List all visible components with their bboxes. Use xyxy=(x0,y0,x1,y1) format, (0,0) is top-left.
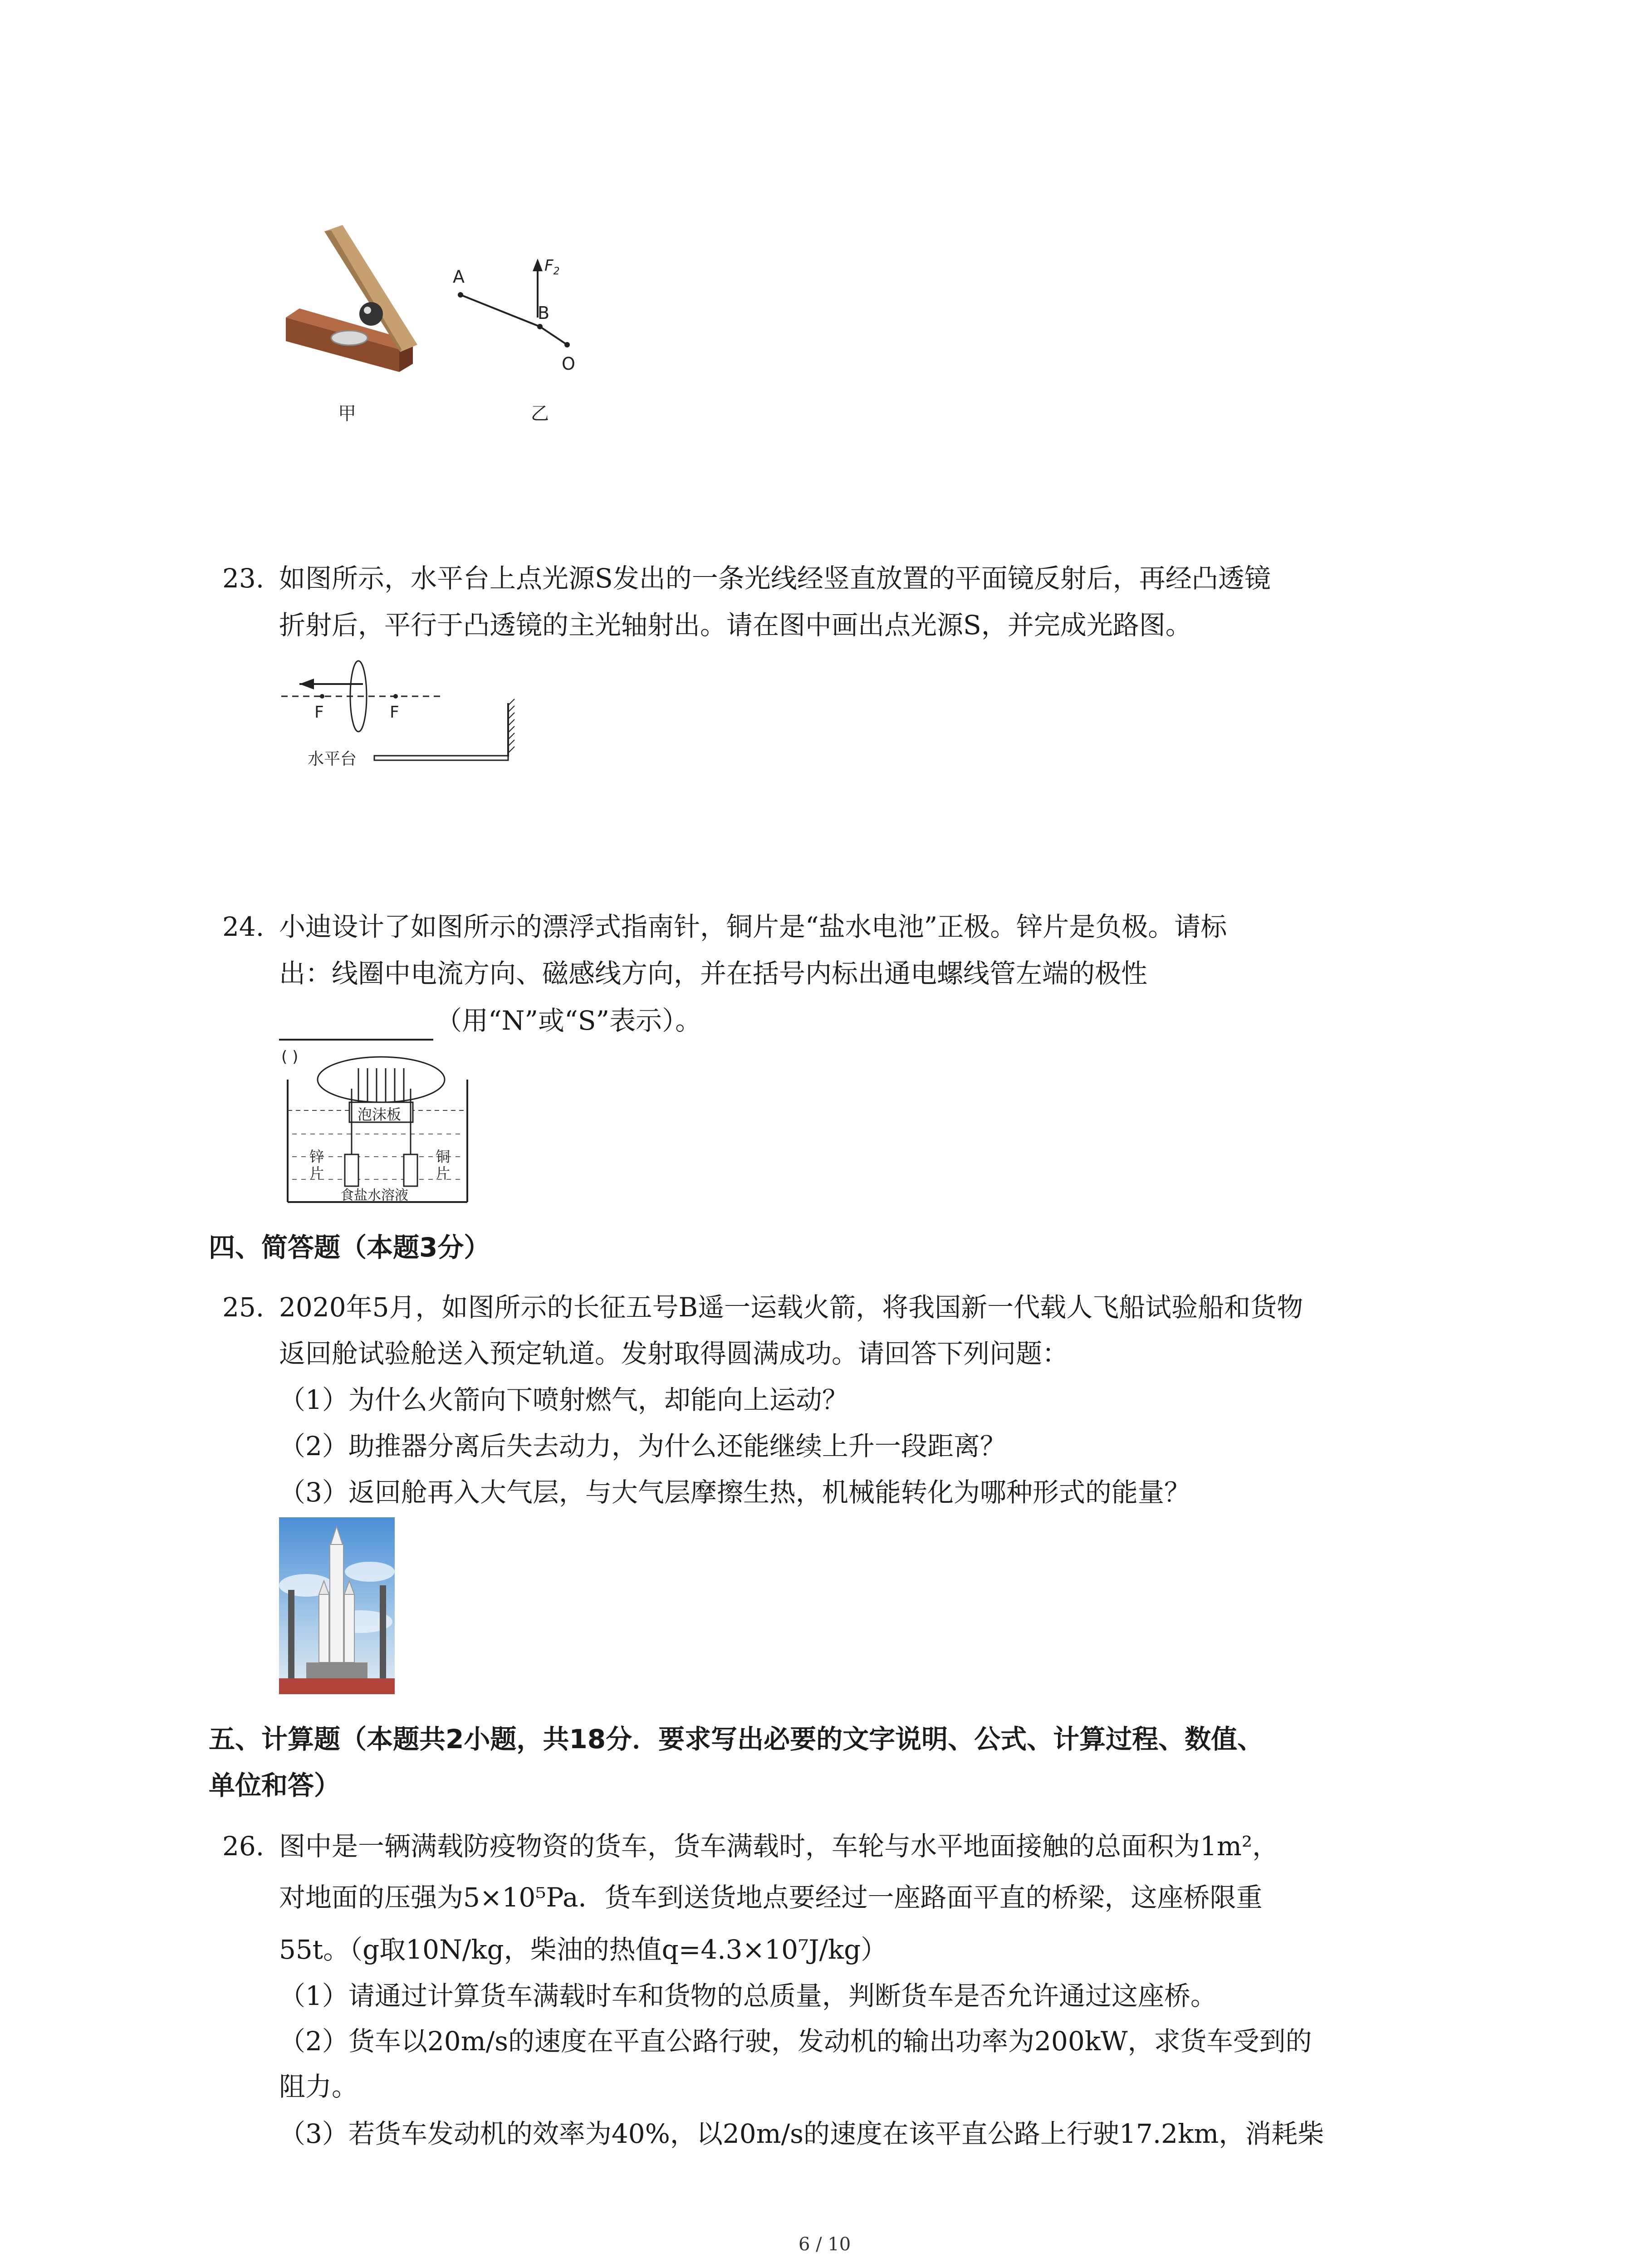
copper-label-1: 铜 xyxy=(436,1148,451,1165)
figure-23-lens-mirror xyxy=(272,658,526,780)
force-f-letter: F xyxy=(544,257,554,275)
question-25-line-2: 返回舱试验舱送入预定轨道。发射取得圆满成功。请回答下列问题： xyxy=(279,1338,1069,1369)
foam-board-label: 泡沫板 xyxy=(358,1106,402,1123)
question-25-sub-1: （1）为什么火箭向下喷射燃气，却能向上运动？ xyxy=(279,1384,848,1415)
question-25-sub-2: （2）助推器分离后失去动力，为什么还能继续上升一段距离？ xyxy=(279,1431,1006,1461)
question-26-line-3: 55t。（g取10N/kg，柴油的热值q=4.3×10⁷J/kg） xyxy=(279,1934,887,1965)
force-f2-label xyxy=(544,257,560,277)
question-26-sub-3: （3）若货车发动机的效率为40%，以20m/s的速度在该平直公路上行驶17.2km，消耗柴 xyxy=(279,2118,1324,2149)
question-25-sub-3: （3）返回舱再入大气层，与大气层摩擦生热，机械能转化为哪种形式的能量？ xyxy=(279,1477,1190,1508)
rocket-image xyxy=(279,1517,395,1694)
question-24-number: 24. xyxy=(222,911,265,942)
question-24-line-1: 小迪设计了如图所示的漂浮式指南针，铜片是“盐水电池”正极。锌片是负极。请标 xyxy=(279,911,1227,942)
question-25-number: 25. xyxy=(222,1292,265,1323)
pole-bracket[interactable]: ( ) xyxy=(281,1048,299,1066)
figure-24-compass xyxy=(281,1043,472,1207)
point-b-label: B xyxy=(538,303,550,323)
question-23-number: 23. xyxy=(222,563,265,594)
section-5-title-line-2: 单位和答） xyxy=(209,1770,341,1801)
question-24-line-3: （用“N”或“S”表示）。 xyxy=(436,1005,702,1036)
question-26-sub-1: （1）请通过计算货车满载时车和货物的总质量，判断货车是否允许通过这座桥。 xyxy=(279,1980,1217,2011)
question-23-line-2: 折射后，平行于凸透镜的主光轴射出。请在图中画出点光源S，并完成光路图。 xyxy=(279,610,1192,640)
question-26-sub-2b: 阻力。 xyxy=(279,2071,358,2102)
force-subscript: 2 xyxy=(553,265,560,277)
question-23-line-1: 如图所示，水平台上点光源S发出的一条光线经竖直放置的平面镜反射后，再经凸透镜 xyxy=(279,563,1271,594)
rocket-photo xyxy=(279,1517,395,1694)
page-number: 6 / 10 xyxy=(798,2234,851,2255)
focal-point-right-label: F xyxy=(390,703,399,722)
focal-point-left-label: F xyxy=(314,703,324,722)
point-o-label: O xyxy=(562,354,575,374)
question-26-line-2: 对地面的压强为5×10⁵Pa．货车到送货地点要经过一座路面平直的桥梁，这座桥限重 xyxy=(279,1882,1263,1913)
question-26-sub-2a: （2）货车以20m/s的速度在平直公路行驶，发动机的输出功率为200kW，求货车受到的 xyxy=(279,2026,1312,2057)
figure-caption-jia: 甲 xyxy=(338,403,356,424)
lever-force-diagram xyxy=(445,254,608,390)
question-26-number: 26. xyxy=(222,1831,265,1862)
question-26-line-1: 图中是一辆满载防疫物资的货车，货车满载时，车轮与水平地面接触的总面积为1m²， xyxy=(279,1831,1279,1862)
figure-caption-yi: 乙 xyxy=(531,403,549,424)
zinc-label-1: 锌 xyxy=(309,1148,324,1165)
lever-clamp-photo xyxy=(281,222,426,386)
section-5-title-line-1: 五、计算题（本题共2小题，共18分．要求写出必要的文字说明、公式、计算过程、数值、 xyxy=(209,1724,1264,1755)
salt-solution-label: 食盐水溶液 xyxy=(340,1188,408,1203)
copper-label-2: 片 xyxy=(436,1165,451,1182)
point-a-label: A xyxy=(453,267,465,287)
figure-22-jia xyxy=(281,222,426,386)
section-4-title: 四、简答题（本题3分） xyxy=(209,1232,490,1263)
answer-blank[interactable] xyxy=(279,1039,433,1041)
question-25-line-1: 2020年5月，如图所示的长征五号B遥一运载火箭，将我国新一代载人飞船试验船和货物 xyxy=(279,1292,1303,1323)
question-24-line-2: 出：线圈中电流方向、磁感线方向，并在括号内标出通电螺线管左端的极性 xyxy=(279,958,1148,989)
platform-label: 水平台 xyxy=(308,750,357,768)
figure-22-yi xyxy=(445,254,608,390)
zinc-label-2: 片 xyxy=(309,1165,324,1182)
